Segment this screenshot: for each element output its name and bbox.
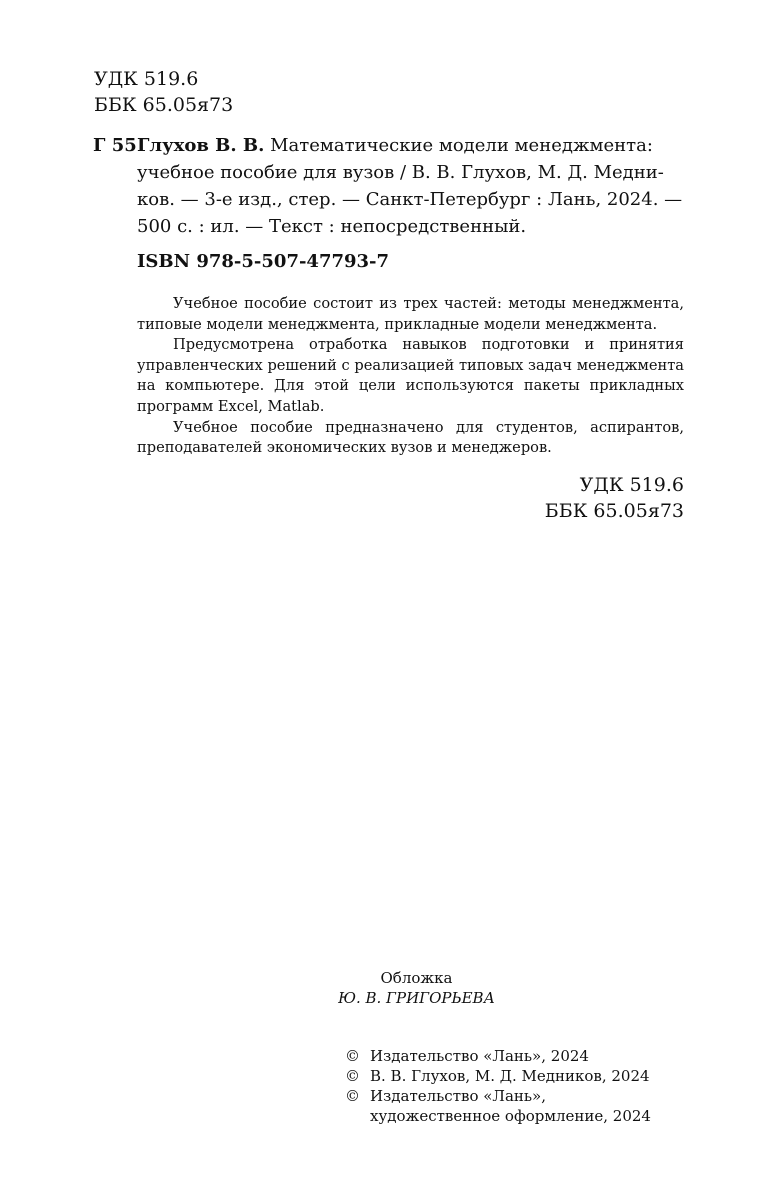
bib-line-1: Математические модели менеджмента:: [264, 135, 653, 156]
copyright-line-continuation: [345, 1106, 651, 1126]
copyright-block: [345, 1046, 651, 1126]
abstract-paragraph: Учебное пособие предназначено для студентов, аспирантов, преподавателей экономических вузов и менеджеров.: [137, 418, 684, 457]
copyright-icon: ©: [345, 1047, 360, 1065]
copyright-text: Издательство «Лань», 2024: [370, 1047, 589, 1065]
cover-credit: [300, 968, 533, 1008]
bibliographic-record: [137, 132, 685, 240]
bbk-code: ББК 65.05я73: [94, 94, 234, 116]
abstract: [137, 294, 684, 459]
copyright-text: В. В. Глухов, М. Д. Медников, 2024: [370, 1067, 650, 1085]
udk-code: УДК 519.6: [94, 68, 199, 90]
copyright-text: Издательство «Лань»,: [370, 1087, 547, 1105]
author-name: Глухов В. В.: [137, 135, 265, 156]
udk-code: УДК 519.6: [579, 474, 684, 496]
bbk-code: ББК 65.05я73: [544, 500, 684, 522]
bib-line-2: учебное пособие для вузов / В. В. Глухов, М. Д. Медни-: [137, 162, 664, 183]
copyright-icon: ©: [345, 1067, 360, 1085]
copyright-line: [345, 1086, 651, 1106]
copyright-line: [345, 1066, 651, 1086]
bib-line-3: ков. — 3-е изд., стер. — Санкт-Петербург : Лань, 2024. —: [137, 189, 683, 210]
bib-line-4: 500 с. : ил. — Текст : непосредственный.: [137, 216, 527, 237]
cover-designer: Ю. В. ГРИГОРЬЕВА: [338, 989, 495, 1007]
cover-label: Обложка: [380, 969, 453, 987]
abstract-paragraph: Учебное пособие состоит из трех частей: методы менеджмента, типовые модели менеджмента, прикладные модели менеджмента.: [137, 295, 684, 333]
copyright-text: художественное оформление, 2024: [370, 1107, 651, 1125]
author-catalog-code: Г 55: [93, 135, 137, 156]
copyright-line: [345, 1046, 651, 1066]
copyright-icon: ©: [345, 1087, 360, 1105]
classification-bottom: [545, 472, 684, 524]
isbn: ISBN 978-5-507-47793-7: [137, 251, 390, 272]
classification-top: [94, 66, 233, 118]
abstract-paragraph: Предусмотрена отработка навыков подготовки и принятия управленческих решений с реализацией типовых задач менеджмента на компьютере. Для этой цели используются пакеты прикладных программ Excel, Matlab.: [137, 336, 684, 415]
